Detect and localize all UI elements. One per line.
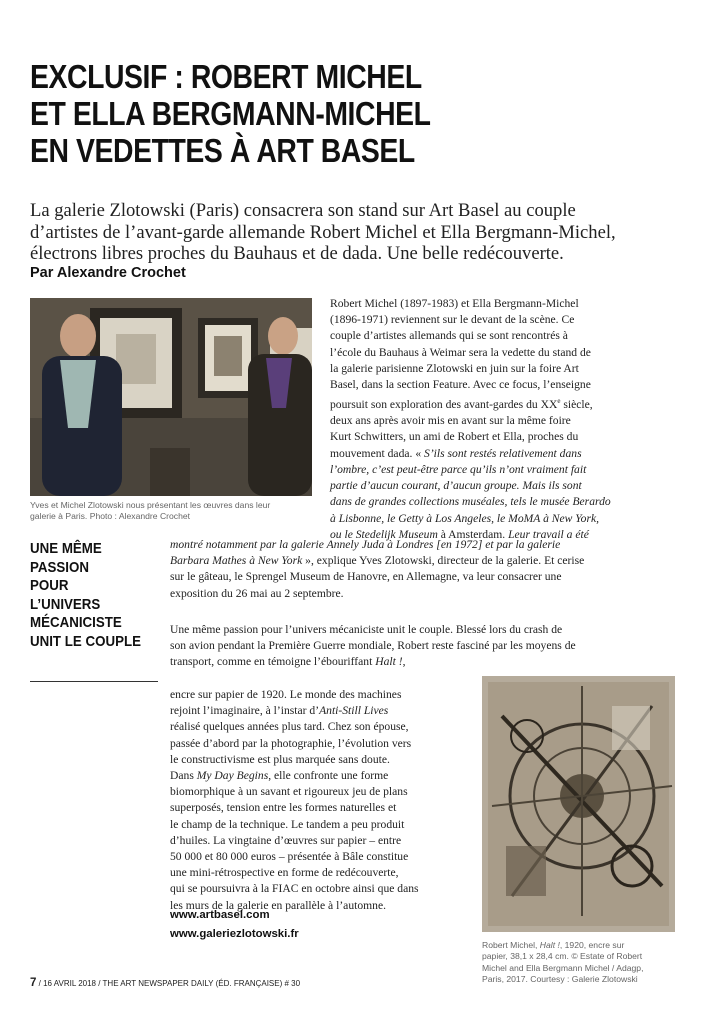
body-line-segment: mouvement dada. « [330, 446, 425, 460]
body-line: son avion pendant la Première Guerre mondiale, Robert reste fasciné par les moyens de [170, 639, 576, 653]
body-line: Kurt Schwitters, un ami de Robert et Ella, proches du [330, 430, 579, 444]
body-line [170, 553, 584, 569]
body-line: l’école du Bauhaus à Weimar sera la vedette du stand de [330, 345, 591, 359]
caption-line: Paris, 2017. Courtesy : Galerie Zlotowski [482, 973, 638, 984]
pull-quote-line: POUR [30, 578, 69, 594]
gallery-photo-image [30, 298, 312, 496]
body-line: une mini-rétrospective en forme de redécouverte, [170, 866, 399, 880]
headline-line: EN VEDETTES À ART BASEL [30, 132, 415, 169]
lead-line: d’artistes de l’avant-garde allemande Robert Michel et Ella Bergmann-Michel, [30, 221, 616, 243]
body-line [330, 446, 611, 462]
body-paragraph-1-continued [170, 537, 584, 602]
quote-italic: partie d’aucun courant, d’aucun groupe. Mais ils sont [330, 479, 582, 493]
pull-quote-line: PASSION [30, 559, 89, 576]
article-headline [30, 58, 589, 169]
body-line-segment: siècle, [560, 398, 593, 412]
quote-italic: S’ils sont restés relativement dans [424, 446, 582, 460]
body-line: Basel, dans la section Feature. Avec ce focus, l’enseigne [330, 378, 591, 392]
quote-italic: l’ombre, c’est peut-être parce qu’ils n’ont vraiment fait [330, 462, 587, 476]
pull-quote [30, 540, 143, 651]
website-links [170, 906, 299, 943]
body-line-segment: rejoint l’imaginaire, à l’instar d’ [170, 704, 320, 718]
caption-line [482, 940, 692, 951]
body-line: encre sur papier de 1920. Le monde des machines [170, 688, 402, 701]
caption-line: galerie à Paris. Photo : Alexandre Crochet [30, 511, 191, 521]
quote-italic: Barbara Mathes à New York [170, 554, 303, 568]
body-line: sur le gâteau, le Sprengel Museum de Hanovre, en Allemagne, va leur consacrer une [170, 570, 562, 584]
body-line-segment: Dans [170, 769, 197, 783]
body-line-segment: , elle confronte une forme [268, 769, 389, 783]
link-artbasel[interactable]: www.artbasel.com [170, 909, 270, 921]
lead-line: La galerie Zlotowski (Paris) consacrera son stand sur Art Basel au couple [30, 200, 576, 221]
caption-line: Yves et Michel Zlotowski nous présentant les œuvres dans leur [30, 500, 271, 510]
gallery-photo [30, 298, 312, 496]
body-line: exposition du 26 mai au 2 septembre. [170, 586, 344, 600]
photo-caption [30, 500, 320, 522]
body-paragraph-1 [330, 296, 611, 543]
caption-segment: Robert Michel, [482, 940, 540, 950]
pull-quote-line: UNIT LE COUPLE [30, 633, 141, 650]
page-number: 7 [30, 977, 37, 989]
artwork-caption [482, 940, 692, 985]
footer-text: / 16 AVRIL 2018 / THE ART NEWSPAPER DAILY (ÉD. FRANÇAISE) # 30 [36, 979, 301, 988]
caption-line: papier, 38,1 x 28,4 cm. © Estate of Robert [482, 951, 643, 962]
body-line: les murs de la galerie en parallèle à l’automne. [170, 898, 386, 912]
body-line: Robert Michel (1897-1983) et Ella Bergmann-Michel [330, 297, 579, 310]
century-superscript: e [557, 397, 561, 406]
quote-italic: Leur travail a été [508, 527, 589, 541]
body-line [170, 537, 584, 553]
headline-line: ET ELLA BERGMANN-MICHEL [30, 95, 431, 132]
article-byline: Par Alexandre Crochet [30, 265, 186, 281]
artwork-image-drawing [482, 676, 675, 932]
body-line-segment: transport, comme en témoigne l’ébouriffant [170, 655, 376, 669]
pull-quote-line: UNE MÊME [30, 541, 102, 557]
page-footer [30, 977, 300, 989]
caption-segment: , 1920, encre sur [559, 940, 625, 950]
body-line: le champ de la technique. Le tandem a peu produit [170, 817, 405, 831]
body-line [330, 462, 611, 478]
body-line: le constructivisme est plus marquée sans doute. [170, 752, 390, 766]
body-line [330, 478, 611, 494]
body-line-segment: poursuit son exploration des avant-gardes du XX [330, 398, 558, 412]
body-paragraph-2-continued [170, 687, 419, 914]
body-line [170, 654, 576, 670]
body-line: qui se poursuivra à la FIAC en octobre ainsi que dans [170, 882, 419, 896]
quote-italic: ou le Stedelijk Museum [330, 527, 438, 541]
artwork-title-italic: Halt ! [539, 940, 560, 950]
artwork-image [482, 676, 675, 932]
body-paragraph-2 [170, 622, 576, 671]
body-line [330, 494, 611, 510]
pull-quote-line: L’UNIVERS [30, 596, 101, 613]
body-line [170, 703, 419, 719]
body-line: Une même passion pour l’univers mécaniciste unit le couple. Blessé lors du crash de [170, 623, 563, 636]
body-line-segment: , [402, 655, 406, 669]
body-line-segment: », explique Yves Zlotowski, directeur de la galerie. Et cerise [302, 554, 585, 568]
body-line: superposés, tension entre les formes naturelles et [170, 801, 397, 815]
body-line [330, 393, 611, 413]
pull-quote-line: MÉCANICISTE [30, 615, 122, 631]
quote-italic: dans de grandes collections muséales, tels le musée Berardo [330, 495, 611, 509]
artwork-title-italic: My Day Begins [196, 769, 269, 783]
body-line-segment: à Amsterdam. [437, 527, 509, 541]
body-line: (1896-1971) reviennent sur le devant de la scène. Ce [330, 313, 575, 327]
body-line: passée d’abord par la photographie, l’évolution vers [170, 736, 412, 750]
quote-italic: à Lisbonne, le Getty à Los Angeles, le MoMA à New York, [330, 511, 600, 525]
headline-line: EXCLUSIF : ROBERT MICHEL [30, 58, 422, 95]
artwork-title-italic: Halt ! [375, 655, 403, 669]
body-line [170, 768, 419, 784]
quote-italic: montré notamment par la galerie Annely Juda à Londres [en 1972] et par la galerie [170, 538, 561, 551]
body-line: réalisé quelques années plus tard. Chez son épouse, [170, 720, 409, 734]
body-line: deux ans après avoir mis en avant sur la même foire [330, 414, 571, 428]
body-line: la galerie parisienne Zlotowski en juin sur la foire Art [330, 361, 579, 375]
lead-line: électrons libres proches du Bauhaus et de dada. Une belle redécouverte. [30, 243, 564, 264]
body-line: biomorphique à un savant et rigoureux jeu de plans [170, 785, 408, 799]
body-line [330, 511, 611, 527]
body-line: couple d’artistes allemands qui se sont rencontrés à [330, 329, 568, 343]
body-line: d’huiles. La vingtaine d’œuvres sur papier – entre [170, 833, 402, 847]
caption-line: Michel and Ella Bergmann Michel / Adagp, [482, 962, 644, 973]
link-galerie-zlotowski[interactable]: www.galeriezlotowski.fr [170, 927, 299, 940]
article-lead [30, 200, 680, 265]
pull-quote-divider [30, 681, 158, 682]
body-line: 50 000 et 80 000 euros – présentée à Bâle constitue [170, 850, 409, 864]
artwork-title-italic: Anti-Still Lives [319, 704, 389, 718]
